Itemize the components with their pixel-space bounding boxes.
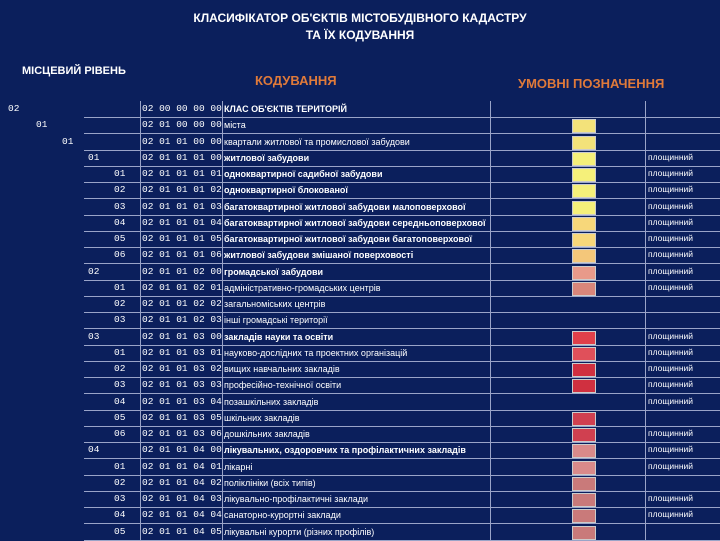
object-code: 02 01 01 01 00: [142, 151, 222, 163]
geometry-type-label: площинний: [648, 281, 694, 292]
level-code-l1: 02: [8, 103, 20, 114]
legend-swatch: [572, 266, 596, 280]
legend-swatch: [572, 428, 596, 442]
object-name: інші громадські території: [224, 315, 328, 326]
legend-swatch: [572, 444, 596, 458]
legend-swatch: [572, 136, 596, 150]
level-code-l5: 01: [114, 346, 126, 358]
object-name: вищих навчальних закладів: [224, 364, 340, 374]
level-code-l5: 05: [114, 233, 126, 244]
table-row: [0, 280, 720, 297]
legend-swatch: [572, 509, 596, 523]
legend-swatch: [572, 217, 596, 231]
geometry-type-label: площинний: [648, 151, 694, 162]
table-row: [0, 507, 720, 524]
object-name: науково-дослідних та проектних організацій: [224, 347, 408, 358]
table-row: [0, 101, 720, 118]
table-row: [0, 231, 720, 248]
table-row: [0, 361, 720, 378]
level-code-l5: 06: [114, 428, 126, 439]
table-row: [0, 475, 720, 492]
level-code-l5: 06: [114, 249, 126, 261]
legend-swatch: [572, 379, 596, 393]
object-code: 02 01 01 03 01: [142, 346, 222, 358]
object-name: професійно-технічної освіти: [224, 380, 342, 391]
level-code-l5: 02: [114, 298, 126, 309]
title-line-2: ТА ЇХ КОДУВАННЯ: [305, 28, 415, 42]
legend-swatch: [572, 184, 596, 198]
coding-header: КОДУВАННЯ: [255, 73, 337, 88]
geometry-type-label: площинний: [648, 493, 694, 503]
object-code: 02 01 01 04 03: [142, 493, 222, 504]
legend-swatch: [572, 152, 596, 166]
level-code-l4: 01: [88, 151, 100, 163]
object-name: лікарні: [224, 461, 253, 472]
legend-swatch: [572, 363, 596, 377]
object-code: 02 01 01 01 02: [142, 184, 222, 196]
table-row: [0, 491, 720, 508]
object-name: санаторно-курортні заклади: [224, 510, 341, 521]
object-name: одноквартирної блокованої: [224, 185, 348, 196]
level-label: МІСЦЕВИЙ РІВЕНЬ: [22, 65, 126, 77]
level-code-l5: 03: [114, 314, 126, 326]
object-code: 02 01 01 04 00: [142, 444, 222, 456]
level-code-l5: 02: [114, 476, 126, 488]
object-code: 02 01 01 01 03: [142, 200, 222, 212]
object-name: одноквартирної садибної забудови: [224, 169, 383, 179]
object-name: позашкільних закладів: [224, 396, 319, 407]
table-row: [0, 524, 720, 541]
geometry-type-label: площинний: [648, 265, 694, 276]
level-code-l4: 03: [88, 330, 100, 342]
object-name: громадської забудови: [224, 266, 324, 277]
object-name: міста: [224, 120, 246, 131]
object-name: квартали житлової та промислової забудови: [224, 136, 410, 147]
level-code-l5: 03: [114, 493, 126, 504]
geometry-type-label: площинний: [648, 200, 694, 211]
legend-swatch: [572, 412, 596, 426]
object-name: житлової забудови: [224, 152, 310, 163]
object-code: 02 01 01 01 01: [142, 168, 222, 179]
level-code-l2: 01: [36, 119, 48, 131]
classifier-table: [0, 101, 720, 540]
geometry-type-label: площинний: [648, 168, 694, 178]
object-name: адміністративно-громадських центрів: [224, 282, 381, 293]
table-row: [0, 312, 720, 329]
object-code: 02 01 01 04 05: [142, 525, 222, 537]
level-code-l5: 04: [114, 216, 126, 228]
table-row: [0, 117, 720, 134]
legend-swatch: [572, 477, 596, 491]
object-code: 02 01 01 02 01: [142, 281, 222, 293]
geometry-type-label: площинний: [648, 444, 694, 455]
legend-swatch: [572, 249, 596, 263]
table-row: [0, 296, 720, 313]
level-code-l5: 05: [114, 411, 126, 423]
geometry-type-label: площинний: [648, 428, 694, 438]
table-row: [0, 329, 720, 346]
level-code-l5: 03: [114, 379, 126, 391]
object-code: 02 01 01 01 04: [142, 216, 222, 228]
object-name: КЛАС ОБ'ЄКТІВ ТЕРИТОРІЙ: [224, 104, 348, 114]
geometry-type-label: площинний: [648, 184, 694, 195]
object-code: 02 01 01 03 03: [142, 379, 222, 391]
table-row: [0, 199, 720, 216]
level-code-l5: 05: [114, 525, 126, 537]
object-code: 02 01 01 03 05: [142, 411, 222, 423]
object-name: житлової забудови змішаної поверховості: [224, 250, 414, 261]
object-name: лікувальних, оздоровчих та профілактичних закладів: [224, 445, 466, 456]
row-divider: [84, 540, 720, 541]
table-row: [0, 215, 720, 232]
object-name: загальноміських центрів: [224, 299, 326, 309]
object-name: шкільних закладів: [224, 412, 300, 423]
geometry-type-label: площинний: [648, 346, 694, 357]
legend-header: УМОВНІ ПОЗНАЧЕННЯ: [518, 76, 665, 91]
object-name: багатоквартирної житлової забудови багатоповерхової: [224, 234, 472, 244]
object-code: 02 01 01 04 01: [142, 460, 222, 472]
table-row: [0, 459, 720, 476]
object-code: 02 01 01 03 04: [142, 395, 222, 407]
table-row: [0, 442, 720, 459]
level-code-l5: 04: [114, 395, 126, 407]
object-name: багатоквартирної житлової забудови малоповерхової: [224, 201, 466, 212]
legend-swatch: [572, 526, 596, 540]
legend-swatch: [572, 461, 596, 475]
legend-swatch: [572, 168, 596, 182]
table-row: [0, 377, 720, 394]
geometry-type-label: площинний: [648, 233, 694, 243]
table-row: [0, 182, 720, 199]
object-code: 02 00 00 00 00: [142, 103, 222, 114]
level-code-l5: 01: [114, 168, 126, 179]
legend-swatch: [572, 201, 596, 215]
object-name: дошкільних закладів: [224, 429, 310, 439]
geometry-type-label: площинний: [648, 379, 694, 390]
geometry-type-label: площинний: [648, 460, 694, 471]
object-code: 02 01 00 00 00: [142, 119, 222, 131]
level-code-l4: 02: [88, 265, 100, 277]
legend-swatch: [572, 282, 596, 296]
level-code-l5: 01: [114, 460, 126, 472]
level-code-l5: 02: [114, 363, 126, 374]
legend-swatch: [572, 233, 596, 247]
table-row: [0, 134, 720, 151]
geometry-type-label: площинний: [648, 330, 694, 341]
object-name: лікувальні курорти (різних профілів): [224, 526, 375, 537]
level-code-l5: 02: [114, 184, 126, 196]
legend-swatch: [572, 331, 596, 345]
object-code: 02 01 01 01 05: [142, 233, 222, 244]
geometry-type-label: площинний: [648, 216, 694, 227]
level-code-l5: 04: [114, 509, 126, 521]
object-code: 02 01 01 03 00: [142, 330, 222, 342]
geometry-type-label: площинний: [648, 395, 694, 406]
table-row: [0, 394, 720, 411]
legend-swatch: [572, 119, 596, 133]
object-code: 02 01 01 00 00: [142, 135, 222, 147]
geometry-type-label: площинний: [648, 363, 694, 373]
legend-swatch: [572, 347, 596, 361]
object-code: 02 01 01 02 00: [142, 265, 222, 277]
level-code-l4: 04: [88, 444, 100, 456]
object-code: 02 01 01 02 02: [142, 298, 222, 309]
object-code: 02 01 01 04 04: [142, 509, 222, 521]
geometry-type-label: площинний: [648, 249, 694, 260]
legend-swatch: [572, 493, 596, 507]
object-name: поліклініки (всіх типів): [224, 477, 316, 488]
title-line-1: КЛАСИФІКАТОР ОБ'ЄКТІВ МІСТОБУДІВНОГО КАДАСТРУ: [193, 11, 527, 25]
object-code: 02 01 01 01 06: [142, 249, 222, 261]
geometry-type-label: площинний: [648, 509, 694, 520]
table-row: [0, 166, 720, 183]
table-row: [0, 426, 720, 443]
table-row: [0, 410, 720, 427]
table-row: [0, 264, 720, 281]
table-row: [0, 247, 720, 264]
object-name: лікувально-профілактичні заклади: [224, 494, 368, 504]
object-code: 02 01 01 03 06: [142, 428, 222, 439]
object-code: 02 01 01 02 03: [142, 314, 222, 326]
table-row: [0, 345, 720, 362]
level-code-l3: 01: [62, 135, 74, 147]
object-code: 02 01 01 03 02: [142, 363, 222, 374]
table-row: [0, 150, 720, 167]
object-code: 02 01 01 04 02: [142, 476, 222, 488]
level-code-l5: 03: [114, 200, 126, 212]
object-name: багатоквартирної житлової забудови середньоповерхової: [224, 217, 486, 228]
object-name: закладів науки та освіти: [224, 331, 334, 342]
level-code-l5: 01: [114, 281, 126, 293]
